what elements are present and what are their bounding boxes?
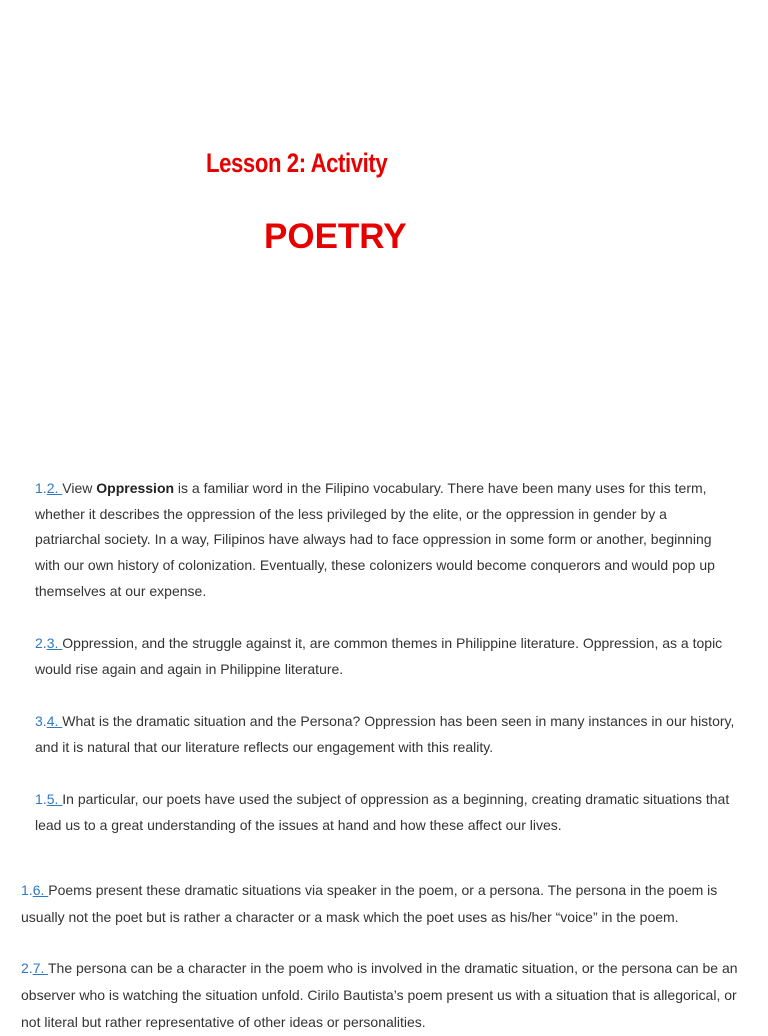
paragraph-text: is a familiar word in the Filipino vocabulary. There have been many uses for this term, whether it describes the oppression of the less privileged by the elite, or the oppression in gender by a patriarchal society. In a way, Filipinos have always had to face oppression in some form or another, beginning with our own history of colonization. Eventually, these colonizers would become conquerors and would pop up themselves at our expense. [35,480,715,599]
paragraph-text: Poems present these dramatic situations via speaker in the poem, or a persona. The persona in the poem is usually not the poet but is rather a character or a mask which the poet uses as his/her “voice” in the poem. [21,882,718,925]
paragraph-text: What is the dramatic situation and the Persona? Oppression has been seen in many instances in our history, and it is natural that our literature reflects our engagement with this reality. [35,713,735,755]
paragraph-number-link[interactable]: 6. [32,882,49,898]
paragraph-2 [35,631,735,682]
paragraph-5 [21,877,751,931]
paragraph-bold-term: Oppression [96,480,175,496]
paragraph-number: 2. [21,960,33,976]
poetry-title: POETRY [264,217,407,256]
paragraph-number: 1. [21,882,33,898]
paragraph-number-link[interactable]: 3. [46,635,63,651]
paragraph-number: 2. [35,635,47,651]
paragraph-number: 3. [35,713,47,729]
paragraph-number: 1. [35,480,47,496]
paragraph-text: In particular, our poets have used the subject of oppression as a beginning, creating dramatic situations that lead us to a great understanding of the issues at hand and how these affect our lives. [35,791,730,833]
paragraph-3 [35,709,735,760]
paragraph-4 [35,787,735,838]
paragraph-number: 1. [35,791,47,807]
paragraph-lead: View [62,480,97,496]
paragraph-1 [35,476,735,605]
paragraph-number-link[interactable]: 7. [32,960,48,976]
paragraph-text: The persona can be a character in the poem who is involved in the dramatic situation, or the persona can be an observer who is watching the situation unfold. Cirilo Bautista’s poem present us with a situation that is allegorical, or not literal but rather representative of other ideas or personalities. [21,960,738,1030]
paragraph-number-link[interactable]: 5. [46,791,63,807]
lesson-title: Lesson 2: Activity [206,148,388,178]
paragraph-number-link[interactable]: 4. [46,713,63,729]
paragraph-text: Oppression, and the struggle against it, are common themes in Philippine literature. Oppression, as a topic would rise again and again in Philippine literature. [35,635,723,677]
paragraph-number-link[interactable]: 2. [46,480,63,496]
